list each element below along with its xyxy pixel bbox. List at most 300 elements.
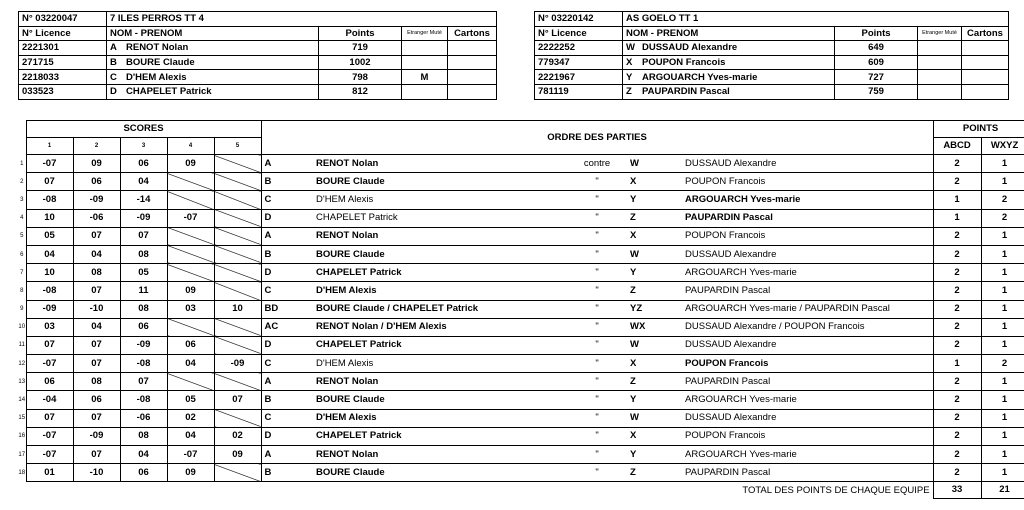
match-number: 12: [18, 360, 26, 367]
team-b-letter: X: [627, 427, 682, 445]
player-name: DUSSAUD Alexandre: [642, 42, 738, 54]
points-wxyz: 1: [981, 391, 1024, 409]
player-etranger: [918, 84, 962, 99]
team-b-letter: X: [627, 355, 682, 373]
points-abcd: 2: [933, 300, 981, 318]
player-cartons: [448, 41, 497, 56]
set-score: [214, 409, 261, 427]
player-letter: Y: [626, 71, 633, 83]
set-score: 04: [73, 245, 120, 263]
versus-mark: ": [567, 409, 627, 427]
match-number: 11: [18, 342, 25, 349]
set-score: 02: [167, 409, 214, 427]
team-a-letter: B: [261, 173, 313, 191]
versus-mark: contre: [567, 155, 627, 173]
team-left-table: [18, 11, 497, 100]
team-a-player: CHAPELET Patrick: [313, 209, 567, 227]
player-name-cell: [107, 70, 319, 85]
team-b-letter: YZ: [627, 300, 682, 318]
set-score: 04: [167, 427, 214, 445]
player-name: CHAPELET Patrick: [126, 86, 212, 98]
team-b-player: POUPON Francois: [682, 227, 933, 245]
player-cartons: [962, 55, 1009, 70]
set-score: 04: [120, 173, 167, 191]
set-score: 07: [73, 355, 120, 373]
team-a-letter: C: [261, 282, 313, 300]
points-abcd: 2: [933, 464, 981, 482]
team-b-player: POUPON Francois: [682, 427, 933, 445]
match-row: [18, 264, 1024, 282]
sheet-title: ORDRE DES PARTIES: [261, 121, 933, 155]
set-score: 07: [120, 227, 167, 245]
versus-mark: ": [567, 318, 627, 336]
team-a-letter: D: [261, 264, 313, 282]
set-score: [214, 264, 261, 282]
player-licence: 2221967: [535, 70, 623, 85]
set-score: 06: [73, 173, 120, 191]
set-score: -09: [120, 209, 167, 227]
versus-mark: ": [567, 336, 627, 354]
team-b-player: POUPON Francois: [682, 173, 933, 191]
points-abcd: 2: [933, 318, 981, 336]
team-right-table: [534, 11, 1009, 100]
set-score: [167, 245, 214, 263]
points-abcd: 2: [933, 446, 981, 464]
player-licence: 2221301: [19, 41, 107, 56]
set-score: [214, 282, 261, 300]
set-score: 07: [26, 336, 73, 354]
team-a-player: RENOT Nolan: [313, 155, 567, 173]
points-wxyz: 1: [981, 427, 1024, 445]
match-rows: [18, 155, 1024, 482]
player-points: 649: [835, 41, 918, 56]
team-b-letter: W: [627, 245, 682, 263]
points-abcd: 2: [933, 373, 981, 391]
player-points: 727: [835, 70, 918, 85]
points-wxyz: 2: [981, 209, 1024, 227]
versus-mark: ": [567, 427, 627, 445]
points-wxyz: 1: [981, 155, 1024, 173]
team-b-letter: Z: [627, 373, 682, 391]
abcd-header: ABCD: [933, 138, 981, 155]
points-abcd: 1: [933, 191, 981, 209]
team-a-player: RENOT Nolan / D'HEM Alexis: [313, 318, 567, 336]
set-score: -07: [167, 209, 214, 227]
team-a-player: BOURE Claude: [313, 245, 567, 263]
player-letter: A: [110, 42, 117, 54]
team-a-letter: B: [261, 245, 313, 263]
set-score: 09: [167, 282, 214, 300]
versus-mark: ": [567, 464, 627, 482]
team-a-letter: A: [261, 227, 313, 245]
set-score: 10: [26, 209, 73, 227]
team-b-letter: X: [627, 227, 682, 245]
set-score: -07: [26, 155, 73, 173]
team-a-player: D'HEM Alexis: [313, 409, 567, 427]
team-a-player: D'HEM Alexis: [313, 282, 567, 300]
set-score: -09: [73, 191, 120, 209]
team-b-player: POUPON Francois: [682, 355, 933, 373]
versus-mark: ": [567, 209, 627, 227]
set-score: [214, 373, 261, 391]
points-wxyz: 1: [981, 264, 1024, 282]
team-b-letter: WX: [627, 318, 682, 336]
set-score: 07: [73, 227, 120, 245]
team-a-letter: BD: [261, 300, 313, 318]
player-letter: C: [110, 71, 117, 83]
match-row: [18, 245, 1024, 263]
team-b-letter: W: [627, 155, 682, 173]
player-etranger: [402, 55, 448, 70]
match-row: [18, 336, 1024, 354]
set-number: 2: [73, 138, 120, 155]
versus-mark: ": [567, 300, 627, 318]
set-score: 03: [26, 318, 73, 336]
set-score: 07: [73, 282, 120, 300]
set-score: 06: [26, 373, 73, 391]
team-a-player: CHAPELET Patrick: [313, 336, 567, 354]
points-header: Points: [835, 26, 918, 41]
player-points: 812: [319, 84, 402, 99]
set-score: 04: [73, 318, 120, 336]
wxyz-header: WXYZ: [981, 138, 1024, 155]
points-wxyz: 2: [981, 355, 1024, 373]
team-b-player: DUSSAUD Alexandre: [682, 245, 933, 263]
match-row: [18, 209, 1024, 227]
versus-mark: ": [567, 446, 627, 464]
player-points: 719: [319, 41, 402, 56]
set-score: 04: [167, 355, 214, 373]
name-header: NOM - PRENOM: [623, 26, 835, 41]
match-number: 18: [18, 469, 26, 476]
player-name: D'HEM Alexis: [126, 71, 187, 83]
points-abcd: 2: [933, 336, 981, 354]
team-a-player: BOURE Claude: [313, 391, 567, 409]
player-name-cell: [623, 41, 835, 56]
team-a-player: RENOT Nolan: [313, 373, 567, 391]
set-score: -06: [73, 209, 120, 227]
match-row: [18, 409, 1024, 427]
team-a-letter: C: [261, 355, 313, 373]
total-abcd: 33: [933, 482, 981, 499]
set-score: 08: [73, 373, 120, 391]
versus-mark: ": [567, 173, 627, 191]
set-score: 07: [73, 446, 120, 464]
points-wxyz: 1: [981, 373, 1024, 391]
points-wxyz: 1: [981, 446, 1024, 464]
points-wxyz: 1: [981, 318, 1024, 336]
team-left-players: [19, 41, 497, 99]
team-b-letter: W: [627, 336, 682, 354]
match-number: 17: [18, 451, 26, 458]
set-score: [167, 173, 214, 191]
set-score: [214, 318, 261, 336]
player-cartons: [962, 84, 1009, 99]
match-row: [18, 318, 1024, 336]
set-score: -07: [26, 427, 73, 445]
points-abcd: 2: [933, 409, 981, 427]
player-row: [19, 84, 497, 99]
match-number: 5: [20, 233, 24, 240]
team-b-player: DUSSAUD Alexandre / POUPON Francois: [682, 318, 933, 336]
team-b-letter: Y: [627, 264, 682, 282]
set-score: -10: [73, 464, 120, 482]
player-cartons: [448, 70, 497, 85]
player-points: 609: [835, 55, 918, 70]
total-row: [18, 482, 1024, 499]
set-score: [214, 155, 261, 173]
set-score: 04: [120, 446, 167, 464]
versus-mark: ": [567, 355, 627, 373]
set-score: 08: [120, 245, 167, 263]
player-points: 1002: [319, 55, 402, 70]
set-number: 5: [214, 138, 261, 155]
set-score: 02: [214, 427, 261, 445]
set-score: -07: [167, 446, 214, 464]
player-name-cell: [107, 84, 319, 99]
set-score: 09: [214, 446, 261, 464]
points-wxyz: 1: [981, 227, 1024, 245]
player-name-cell: [107, 41, 319, 56]
player-etranger: [402, 84, 448, 99]
set-score: -09: [26, 300, 73, 318]
team-b-player: ARGOUARCH Yves-marie: [682, 446, 933, 464]
set-score: [214, 245, 261, 263]
player-etranger: M: [402, 70, 448, 85]
cartons-header: Cartons: [448, 26, 497, 41]
player-letter: W: [626, 42, 635, 54]
player-licence: 033523: [19, 84, 107, 99]
player-cartons: [962, 70, 1009, 85]
player-licence: 779347: [535, 55, 623, 70]
set-score: [167, 227, 214, 245]
player-name-cell: [623, 70, 835, 85]
player-cartons: [448, 55, 497, 70]
set-score: 05: [120, 264, 167, 282]
set-number: 4: [167, 138, 214, 155]
points-wxyz: 1: [981, 245, 1024, 263]
match-row: [18, 391, 1024, 409]
team-name: AS GOELO TT 1: [623, 12, 1009, 27]
etranger-header: Etranger Muté: [402, 26, 448, 41]
set-score: 07: [73, 336, 120, 354]
licence-header: N° Licence: [535, 26, 623, 41]
set-number: 3: [120, 138, 167, 155]
points-abcd: 2: [933, 391, 981, 409]
set-score: 06: [120, 464, 167, 482]
set-score: 01: [26, 464, 73, 482]
set-score: [214, 191, 261, 209]
player-name: POUPON Francois: [642, 57, 726, 69]
points-abcd: 2: [933, 245, 981, 263]
set-score: 06: [167, 336, 214, 354]
team-number: N° 03220142: [535, 12, 623, 27]
player-name: RENOT Nolan: [126, 42, 189, 54]
team-a-player: RENOT Nolan: [313, 446, 567, 464]
scores-header: SCORES: [26, 121, 261, 138]
team-b-player: PAUPARDIN Pascal: [682, 282, 933, 300]
set-score: 04: [26, 245, 73, 263]
team-a-player: BOURE Claude: [313, 173, 567, 191]
match-row: [18, 191, 1024, 209]
team-a-player: CHAPELET Patrick: [313, 264, 567, 282]
set-score: 08: [120, 427, 167, 445]
set-score: 05: [167, 391, 214, 409]
team-b-letter: Y: [627, 191, 682, 209]
player-row: [19, 41, 497, 56]
match-number: 9: [20, 306, 24, 313]
points-abcd: 2: [933, 173, 981, 191]
team-a-letter: AC: [261, 318, 313, 336]
team-a-letter: B: [261, 464, 313, 482]
team-a-player: CHAPELET Patrick: [313, 427, 567, 445]
player-cartons: [962, 41, 1009, 56]
player-row: [535, 55, 1009, 70]
set-score: [214, 209, 261, 227]
team-a-player: RENOT Nolan: [313, 227, 567, 245]
player-name-cell: [623, 55, 835, 70]
points-wxyz: 2: [981, 191, 1024, 209]
points-abcd: 2: [933, 227, 981, 245]
total-wxyz: 21: [981, 482, 1024, 499]
team-b-player: DUSSAUD Alexandre: [682, 336, 933, 354]
set-score: 09: [167, 155, 214, 173]
points-header: Points: [319, 26, 402, 41]
set-score: 07: [26, 173, 73, 191]
match-row: [18, 155, 1024, 173]
set-score: -06: [120, 409, 167, 427]
set-score: -08: [26, 282, 73, 300]
set-score: -08: [120, 391, 167, 409]
versus-mark: ": [567, 264, 627, 282]
points-wxyz: 1: [981, 173, 1024, 191]
points-wxyz: 1: [981, 336, 1024, 354]
player-licence: 2222252: [535, 41, 623, 56]
set-score: -08: [26, 191, 73, 209]
set-score: 10: [214, 300, 261, 318]
team-a-letter: C: [261, 409, 313, 427]
set-score: -07: [26, 446, 73, 464]
points-wxyz: 1: [981, 409, 1024, 427]
set-score: [214, 173, 261, 191]
match-number: 8: [20, 287, 24, 294]
team-name: 7 ILES PERROS TT 4: [107, 12, 497, 27]
set-score: -09: [214, 355, 261, 373]
points-abcd: 1: [933, 209, 981, 227]
set-score: -09: [73, 427, 120, 445]
team-b-player: ARGOUARCH Yves-marie / PAUPARDIN Pascal: [682, 300, 933, 318]
set-score: 06: [120, 318, 167, 336]
team-b-letter: Z: [627, 464, 682, 482]
versus-mark: ": [567, 191, 627, 209]
set-score: -07: [26, 355, 73, 373]
set-score: 06: [73, 391, 120, 409]
set-score: [214, 227, 261, 245]
versus-mark: ": [567, 282, 627, 300]
team-number: N° 03220047: [19, 12, 107, 27]
player-etranger: [918, 55, 962, 70]
team-b-player: PAUPARDIN Pascal: [682, 373, 933, 391]
team-a-letter: C: [261, 191, 313, 209]
player-name-cell: [107, 55, 319, 70]
team-a-letter: D: [261, 427, 313, 445]
licence-header: N° Licence: [19, 26, 107, 41]
match-row: [18, 355, 1024, 373]
player-row: [535, 70, 1009, 85]
team-b-letter: Y: [627, 391, 682, 409]
set-score: 06: [120, 155, 167, 173]
team-b-letter: Z: [627, 282, 682, 300]
set-score: [214, 464, 261, 482]
match-number: 4: [20, 215, 24, 222]
match-number: 7: [20, 269, 24, 276]
etranger-header: Etranger Muté: [918, 26, 962, 41]
team-b-player: DUSSAUD Alexandre: [682, 155, 933, 173]
match-number: 6: [20, 251, 24, 258]
team-a-letter: A: [261, 446, 313, 464]
match-row: [18, 373, 1024, 391]
total-label: TOTAL DES POINTS DE CHAQUE EQUIPE: [682, 482, 933, 499]
team-b-player: ARGOUARCH Yves-marie: [682, 391, 933, 409]
set-score: 09: [73, 155, 120, 173]
set-score: 07: [26, 409, 73, 427]
team-a-letter: A: [261, 155, 313, 173]
player-etranger: [918, 70, 962, 85]
set-score: 10: [26, 264, 73, 282]
match-number: 13: [18, 378, 26, 385]
player-letter: X: [626, 57, 633, 69]
match-number: 16: [18, 433, 26, 440]
player-letter: B: [110, 57, 117, 69]
team-b-player: DUSSAUD Alexandre: [682, 409, 933, 427]
points-wxyz: 1: [981, 282, 1024, 300]
player-letter: Z: [626, 86, 632, 98]
player-etranger: [918, 41, 962, 56]
points-abcd: 2: [933, 427, 981, 445]
set-number: 1: [26, 138, 73, 155]
match-number: 15: [18, 415, 26, 422]
cartons-header: Cartons: [962, 26, 1009, 41]
set-score: [167, 264, 214, 282]
team-b-player: PAUPARDIN Pascal: [682, 209, 933, 227]
set-score: 07: [73, 409, 120, 427]
team-a-player: BOURE Claude: [313, 464, 567, 482]
points-abcd: 1: [933, 355, 981, 373]
player-row: [535, 84, 1009, 99]
set-score: 03: [167, 300, 214, 318]
team-a-letter: B: [261, 391, 313, 409]
player-name: PAUPARDIN Pascal: [642, 86, 730, 98]
match-row: [18, 227, 1024, 245]
set-score: 11: [120, 282, 167, 300]
versus-mark: ": [567, 245, 627, 263]
match-row: [18, 173, 1024, 191]
team-b-letter: Y: [627, 446, 682, 464]
player-name-cell: [623, 84, 835, 99]
match-number: 1: [20, 160, 24, 167]
player-name: BOURE Claude: [126, 57, 195, 69]
team-a-letter: A: [261, 373, 313, 391]
set-score: 08: [73, 264, 120, 282]
set-score: -08: [120, 355, 167, 373]
player-licence: 271715: [19, 55, 107, 70]
set-score: 07: [120, 373, 167, 391]
match-number: 3: [20, 196, 24, 203]
player-name: ARGOUARCH Yves-marie: [642, 71, 758, 83]
player-row: [19, 55, 497, 70]
set-score: 07: [214, 391, 261, 409]
set-score: [167, 191, 214, 209]
